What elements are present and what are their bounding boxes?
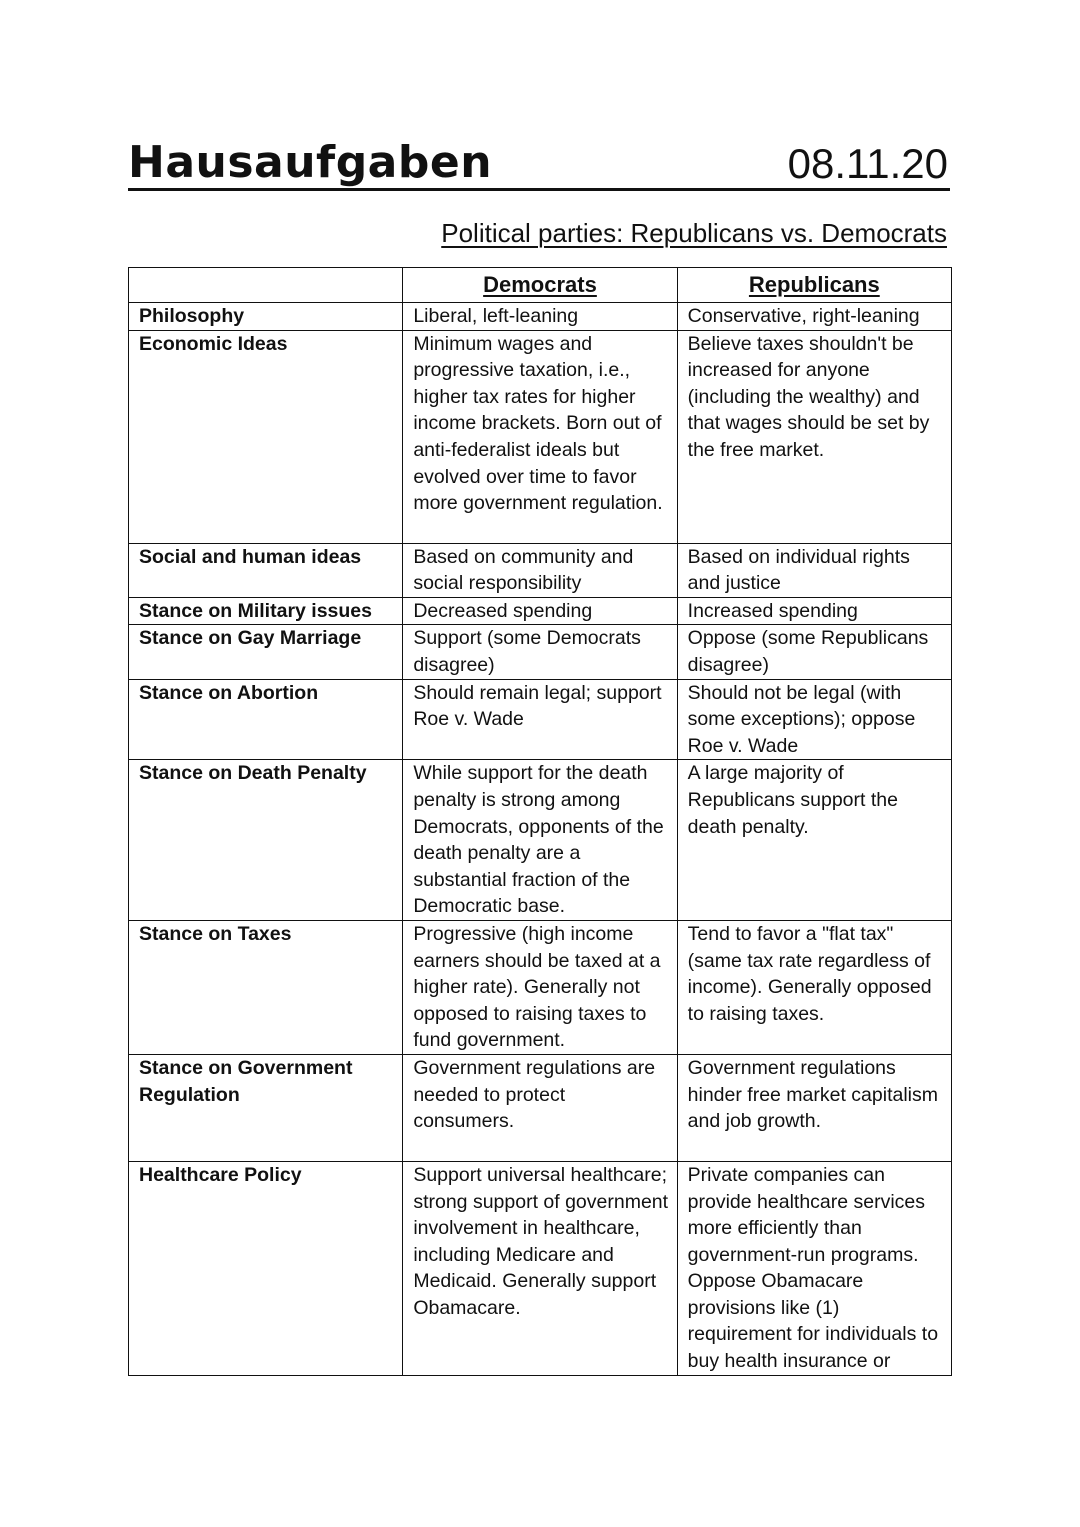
- row-topic: Stance on Taxes: [129, 920, 403, 1054]
- table-row: [129, 760, 952, 921]
- row-republicans: Private companies can provide healthcare services more efficiently than government-run programs. Oppose Obamacare provisions like (1) requirement for individuals to buy health insurance or: [677, 1161, 951, 1375]
- row-republicans: Should not be legal (with some exceptions); oppose Roe v. Wade: [677, 679, 951, 760]
- page-header: [128, 138, 950, 191]
- table-row: [129, 625, 952, 679]
- header-democrats: Democrats: [403, 268, 677, 303]
- table-caption: Political parties: Republicans vs. Democrats: [441, 218, 947, 248]
- page-date: 08.11.20: [787, 140, 948, 187]
- row-democrats: Liberal, left-leaning: [403, 303, 677, 331]
- row-democrats: While support for the death penalty is strong among Democrats, opponents of the death penalty are a substantial fraction of the Democratic base.: [403, 760, 677, 921]
- row-topic: Healthcare Policy: [129, 1161, 403, 1375]
- row-topic: Stance on Military issues: [129, 597, 403, 625]
- row-republicans: Believe taxes shouldn't be increased for anyone (including the wealthy) and that wages should be set by the free market.: [677, 330, 951, 543]
- table-row: [129, 1161, 952, 1375]
- row-democrats: Based on community and social responsibility: [403, 543, 677, 597]
- row-republicans: Conservative, right-leaning: [677, 303, 951, 331]
- row-republicans: Increased spending: [677, 597, 951, 625]
- row-topic: Social and human ideas: [129, 543, 403, 597]
- row-republicans: Tend to favor a "flat tax" (same tax rate regardless of income). Generally opposed to raising taxes.: [677, 920, 951, 1054]
- row-topic: Stance on Government Regulation: [129, 1054, 403, 1161]
- row-republicans: Based on individual rights and justice: [677, 543, 951, 597]
- table-row: [129, 679, 952, 760]
- table-row: [129, 543, 952, 597]
- row-democrats: Minimum wages and progressive taxation, i.e., higher tax rates for higher income brackets. Born out of anti-federalist ideals but evolved over time to favor more government regulation.: [403, 330, 677, 543]
- row-democrats: Should remain legal; support Roe v. Wade: [403, 679, 677, 760]
- table-row: [129, 597, 952, 625]
- row-democrats: Government regulations are needed to protect consumers.: [403, 1054, 677, 1161]
- row-democrats: Decreased spending: [403, 597, 677, 625]
- header-topic: [129, 268, 403, 303]
- table-row: [129, 303, 952, 331]
- page-title: Hausaufgaben: [128, 137, 493, 188]
- row-topic: Stance on Death Penalty: [129, 760, 403, 921]
- row-republicans: Oppose (some Republicans disagree): [677, 625, 951, 679]
- table-row: [129, 920, 952, 1054]
- row-topic: Economic Ideas: [129, 330, 403, 543]
- row-democrats: Support universal healthcare; strong support of government involvement in healthcare, including Medicare and Medicaid. Generally support Obamacare.: [403, 1161, 677, 1375]
- row-republicans: Government regulations hinder free market capitalism and job growth.: [677, 1054, 951, 1161]
- header-republicans: Republicans: [677, 268, 951, 303]
- row-topic: Stance on Abortion: [129, 679, 403, 760]
- row-topic: Philosophy: [129, 303, 403, 331]
- row-democrats: Progressive (high income earners should be taxed at a higher rate). Generally not opposed to raising taxes to fund government.: [403, 920, 677, 1054]
- comparison-table: [128, 267, 952, 1376]
- row-republicans: A large majority of Republicans support the death penalty.: [677, 760, 951, 921]
- table-row: [129, 330, 952, 543]
- table-row: [129, 1054, 952, 1161]
- row-topic: Stance on Gay Marriage: [129, 625, 403, 679]
- table-header-row: [129, 268, 952, 303]
- row-democrats: Support (some Democrats disagree): [403, 625, 677, 679]
